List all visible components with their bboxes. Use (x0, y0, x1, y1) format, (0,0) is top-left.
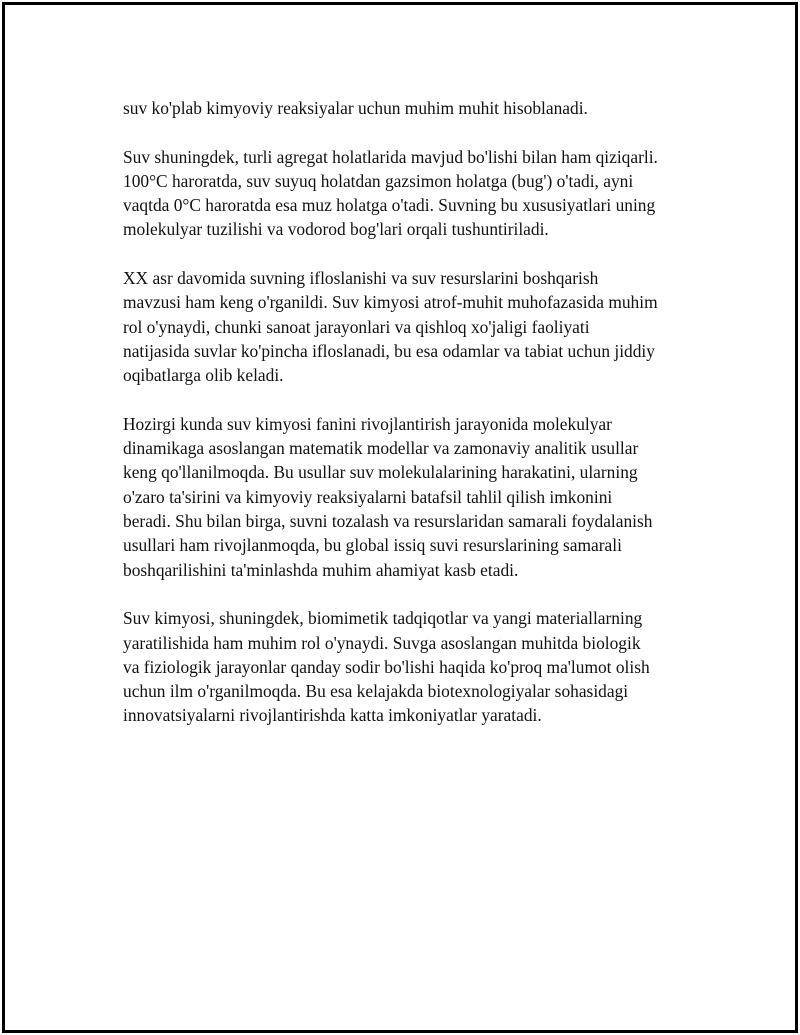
paragraph-5: Suv kimyosi, shuningdek, biomimetik tadqiqotlar va yangi materiallarning yaratilishida ham muhim rol o'ynaydi. Suvga asoslangan muhitda biologik va fiziologik jarayonlar qanday sodir bo'lishi haqida ko'proq ma'lumot olish uchun ilm o'rganilmoqda. Bu esa kelajakda biotexnologiyalar sohasidagi innovatsiyalarni rivojlantirishda katta imkoniyatlar yaratadi. (123, 608, 650, 726)
paragraph-2: Suv shuningdek, turli agregat holatlarida mavjud bo'lishi bilan ham qiziqarli. 100°C haroratda, suv suyuq holatdan gazsimon holatga (bug') o'tadi, ayni vaqtda 0°C haroratda esa muz holatga o'tadi. Suvning bu xususiyatlari uning molekulyar tuzilishi va vodorod bog'lari orqali tushuntiriladi. (123, 146, 658, 240)
page-frame (2, 2, 798, 1033)
paragraph-3: XX asr davomida suvning ifloslanishi va suv resurslarini boshqarish mavzusi ham keng o'rganildi. Suv kimyosi atrof-muhit muhofazasida muhim rol o'ynaydi, chunki sanoat jarayonlari va qishloq xo'jaligi faoliyati natijasida suvlar ko'pincha ifloslanadi, bu esa odamlar va tabiat uchun jiddiy oqibatlarga olib keladi. (123, 268, 658, 386)
paragraph-4: Hozirgi kunda suv kimyosi fanini rivojlantirish jarayonida molekulyar dinamikaga asoslangan matematik modellar va zamonaviy analitik usullar keng qo'llanilmoqda. Bu usullar suv molekulalarining harakatini, ularning o'zaro ta'sirini va kimyoviy reaksiyalarni batafsil tahlil qilish imkonini beradi. Shu bilan birga, suvni tozalash va resurslaridan samarali foydalanish usullari ham rivojlanmoqda, bu global issiq suvi resurslarining samarali boshqarilishini ta'minlashda muhim ahamiyat kasb etadi. (123, 413, 653, 580)
document-body (123, 96, 713, 752)
paragraph-1: suv ko'plab kimyoviy reaksiyalar uchun muhim muhit hisoblanadi. (123, 98, 588, 118)
